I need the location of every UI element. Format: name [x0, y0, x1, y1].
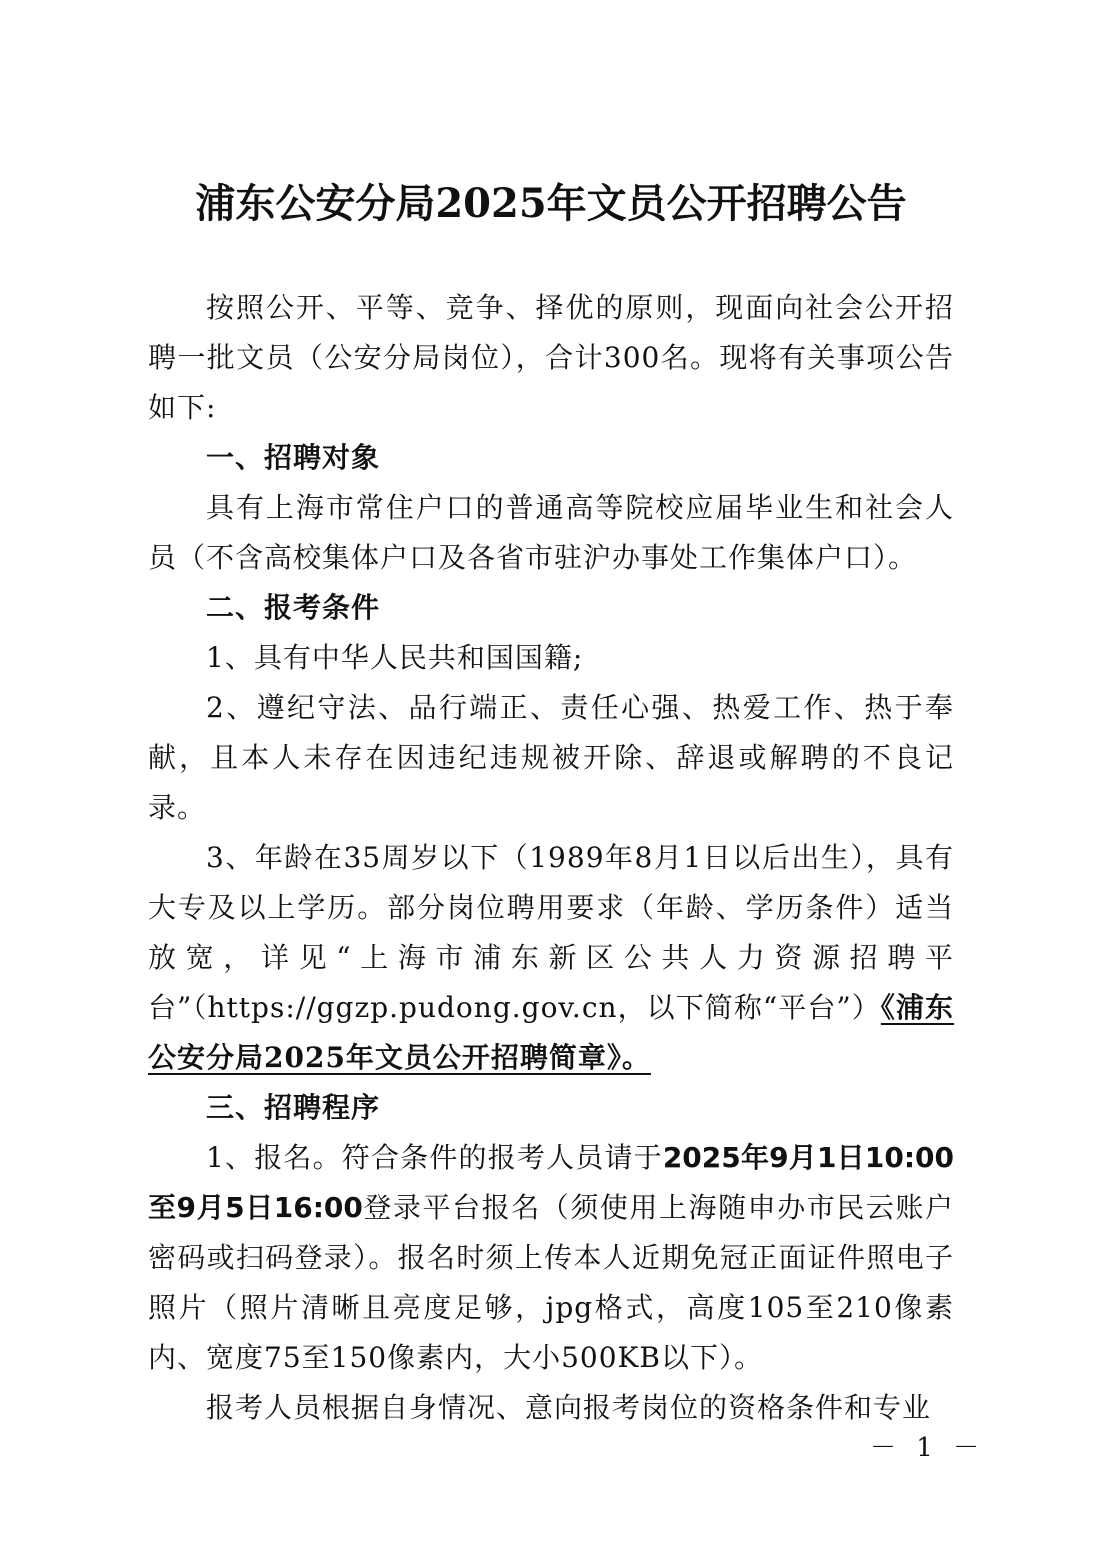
- section-heading-procedure: 三、招聘程序: [206, 1091, 381, 1124]
- intro-paragraph: 按照公开、平等、竞争、择优的原则，现面向社会公开招聘一批文员（公安分局岗位），合计300名。现将有关事项公告如下:: [148, 291, 954, 424]
- section-heading-requirements: 二、报考条件: [206, 591, 381, 624]
- requirement-item-2: 2、遵纪守法、品行端正、责任心强、热爱工作、热于奉献，且本人未存在因违纪违规被开除、辞退或解聘的不良记录。: [148, 691, 954, 824]
- procedure-item-1-lead: 1、报名。符合条件的报考人员请于: [206, 1141, 663, 1174]
- page-number: － 1 －: [870, 1433, 986, 1463]
- document-body: [148, 283, 954, 1433]
- procedure-item-1: [148, 1133, 954, 1383]
- procedure-paragraph-2: 报考人员根据自身情况、意向报考岗位的资格条件和专业: [206, 1391, 932, 1424]
- registration-period: 2025年9月1日10:00至9月5日16:00: [148, 1141, 954, 1224]
- recruitment-brochure-link[interactable]: 《浦东公安分局2025年文员公开招聘简章》。: [148, 991, 954, 1074]
- procedure-item-1-rest: 登录平台报名（须使用上海随申办市民云账户密码或扫码登录）。报名时须上传本人近期免冠正面证件照电子照片（照片清晰且亮度足够，jpg格式，高度105至210像素内、宽度75至150像素内，大小500KB以下）。: [148, 1191, 954, 1374]
- recruitment-target-paragraph: 具有上海市常住户口的普通高等院校应届毕业生和社会人员（不含高校集体户口及各省市驻沪办事处工作集体户口）。: [148, 491, 954, 574]
- document-title: 浦东公安分局2025年文员公开招聘公告: [195, 180, 907, 227]
- requirement-item-1: 1、具有中华人民共和国国籍;: [206, 641, 584, 674]
- requirement-item-3: [148, 833, 954, 1083]
- section-heading-recruitment-target: 一、招聘对象: [206, 441, 381, 474]
- requirement-item-3-text: 3、年龄在35周岁以下（1989年8月1日以后出生），具有大专及以上学历。部分岗位聘用要求（年龄、学历条件）适当放宽，详见“上海市浦东新区公共人力资源招聘平台”（https://ggzp.pudong.gov.cn，以下简称“平台”）: [148, 841, 954, 1024]
